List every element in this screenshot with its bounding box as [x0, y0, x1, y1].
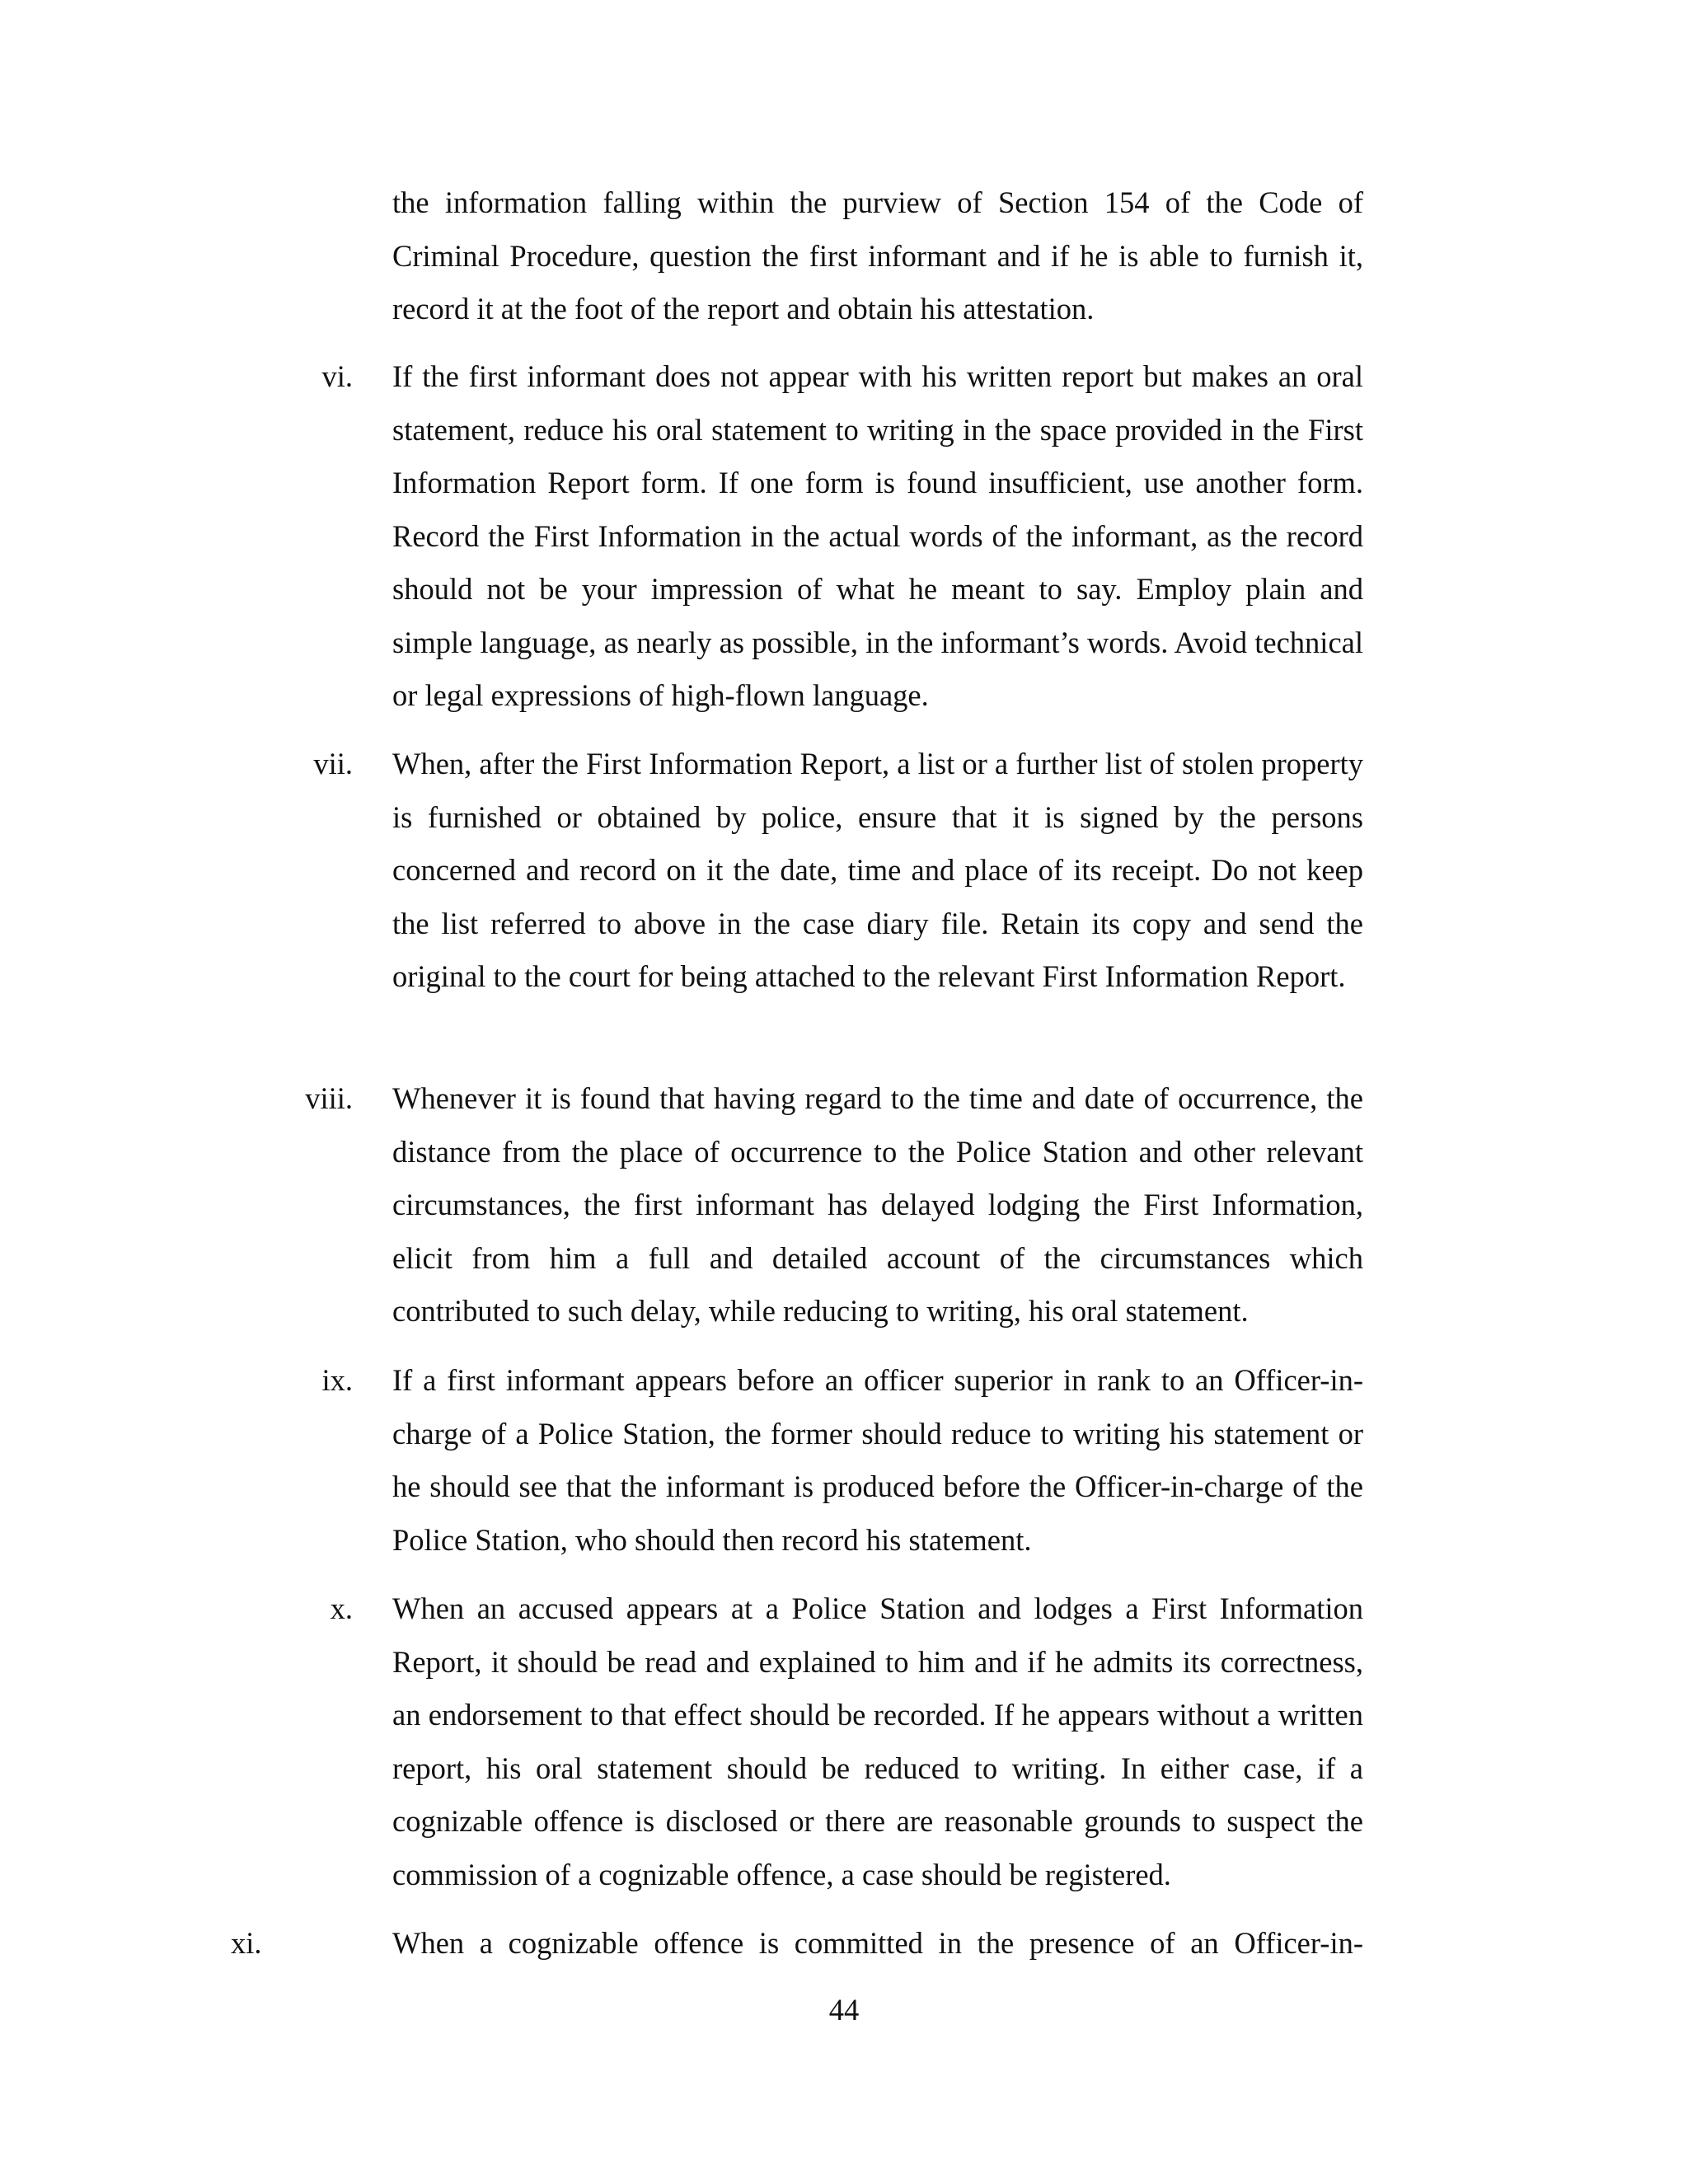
- list-item-number: ix.: [321, 1363, 353, 1397]
- page-number: 44: [828, 1993, 860, 2027]
- list-item-text: If the first informant does not appear with his written report but makes an oral statement, reduce his oral statement to writing in the space provided in the First Information Report form. If one form is found insufficient, use another form. Record the First Information in the actual words of the informant, as the record should not be your impression of what he meant to say. Employ plain and simple language, as nearly as possible, in the informant’s words. Avoid technical or legal expressions of high-flown language.: [392, 359, 1363, 712]
- list-item-text: When a cognizable offence is committed in the presence of an Officer-in-: [392, 1926, 1363, 1960]
- list-item-number: vi.: [321, 359, 353, 393]
- list-item-number: viii.: [305, 1081, 353, 1115]
- list-item-number: vii.: [313, 747, 353, 780]
- list-item-vii: [313, 738, 1363, 1004]
- list-item-x: [330, 1582, 1363, 1901]
- list-item-viii: [305, 1072, 1363, 1338]
- list-item-number: x.: [330, 1591, 353, 1625]
- list-item-text: When, after the First Information Report, a list or a further list of stolen property is furnished or obtained by police, ensure that it is signed by the persons concerned and record on it the date, time and place of its receipt. Do not keep the list referred to above in the case diary file. Retain its copy and send the original to the court for being attached to the relevant First Information Report.: [392, 747, 1363, 993]
- list-item-text: Whenever it is found that having regard to the time and date of occurrence, the distance from the place of occurrence to the Police Station and other relevant circumstances, the first informant has delayed lodging the First Information, elicit from him a full and detailed account of the circumstances which contributed to such delay, while reducing to writing, his oral statement.: [392, 1081, 1363, 1328]
- list-item-vi: [321, 350, 1363, 723]
- list-item-xi: [231, 1917, 1363, 1971]
- continuation-paragraph: the information falling within the purview of Section 154 of the Code of Criminal Procedure, question the first informant and if he is able to furnish it, record it at the foot of the report and obtain his attestation.: [392, 185, 1363, 326]
- list-item-text: If a first informant appears before an officer superior in rank to an Officer-in-charge of a Police Station, the former should reduce to writing his statement or he should see that the informant is produced before the Officer-in-charge of the Police Station, who should then record his statement.: [392, 1363, 1363, 1557]
- list-item-number: xi.: [231, 1926, 262, 1960]
- list-item-text: When an accused appears at a Police Station and lodges a First Information Report, it should be read and explained to him and if he admits its correctness, an endorsement to that effect should be recorded. If he appears without a written report, his oral statement should be reduced to writing. In either case, if a cognizable offence is disclosed or there are reasonable grounds to suspect the commission of a cognizable offence, a case should be registered.: [392, 1591, 1363, 1891]
- list-item-ix: [321, 1354, 1363, 1567]
